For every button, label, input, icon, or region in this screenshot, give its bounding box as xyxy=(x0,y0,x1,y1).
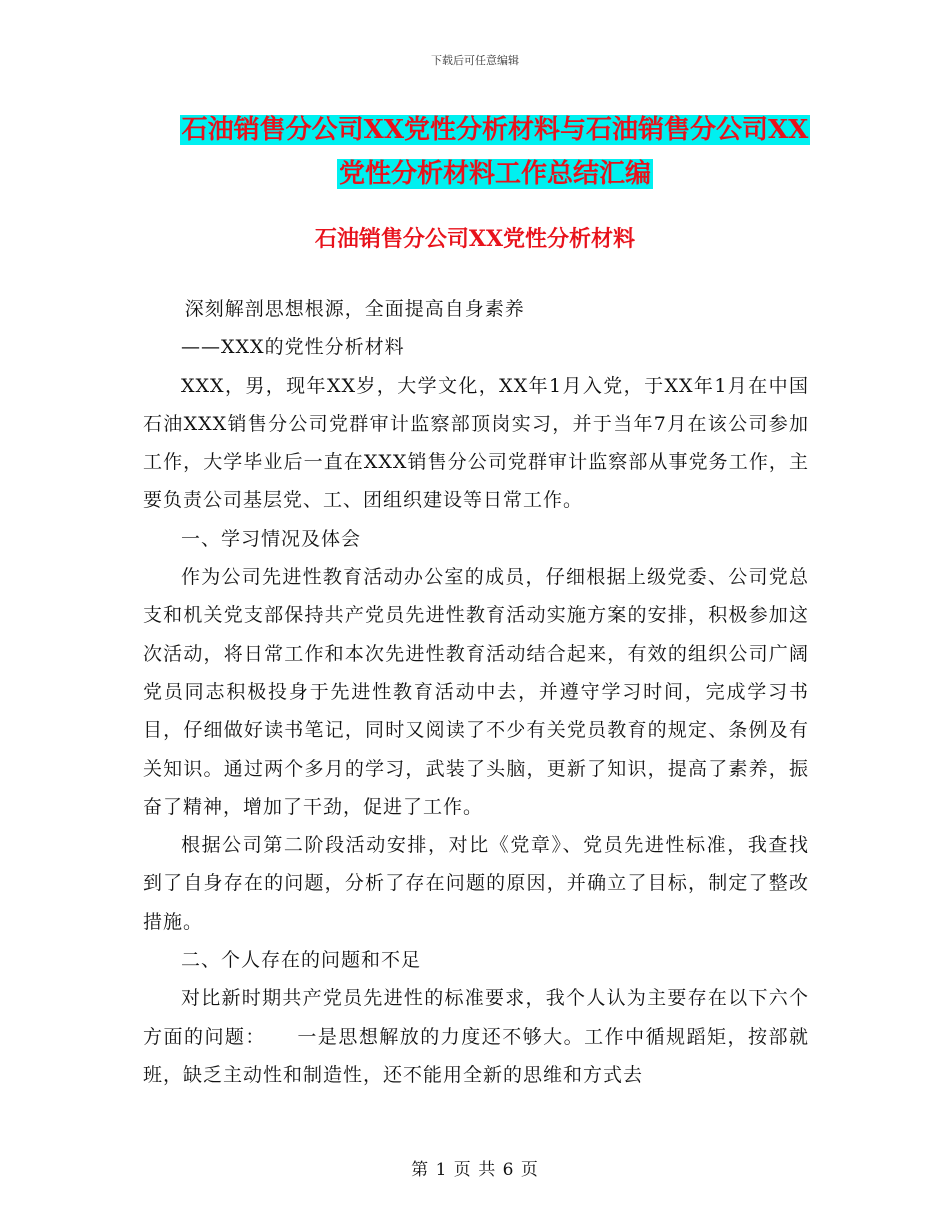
document-body xyxy=(143,290,809,1094)
subtitle-byline: ——XXX的党性分析材料 xyxy=(181,336,405,359)
body-paragraph: 根据公司第二阶段活动安排，对比《党章》、党员先进性标准，我查找到了自身存在的问题，分析了存在问题的原因，并确立了目标，制定了整改措施。 xyxy=(143,834,809,933)
body-paragraph: 对比新时期共产党员先进性的标准要求，我个人认为主要存在以下六个方面的问题： 一是思想解放的力度还不够大。工作中循规蹈矩，按部就班，缺乏主动性和制造性，还不能用全新的思维和方式去 xyxy=(143,987,809,1086)
page-header-note: 下载后可任意编辑 xyxy=(431,54,519,67)
subtitle-paragraph: 深刻解剖思想根源，全面提高自身素养 xyxy=(184,298,525,320)
document-title-line-1: 石油销售分公司XX党性分析材料与石油销售分公司XX xyxy=(181,115,809,145)
heading-paragraph: 二、个人存在的问题和不足 xyxy=(181,949,422,972)
page-footer-number: 第 1 页 共 6 页 xyxy=(411,1160,539,1180)
document-title xyxy=(150,108,840,196)
body-paragraph: XXX，男，现年XX岁，大学文化，XX年1月入党，于XX年1月在中国石油XXX销售分公司党群审计监察部顶岗实习，并于当年7月在该公司参加工作，大学毕业后一直在XXX销售分公司党群审计监察部从事党务工作，主要负责公司基层党、工、团组织建设等日常工作。 xyxy=(143,374,809,512)
body-paragraph: 作为公司先进性教育活动办公室的成员，仔细根据上级党委、公司党总支和机关党支部保持共产党员先进性教育活动实施方案的安排，积极参加这次活动，将日常工作和本次先进性教育活动结合起来，有效的组织公司广阔党员同志积极投身于先进性教育活动中去，并遵守学习时间，完成学习书目，仔细做好读书笔记，同时又阅读了不少有关党员教育的规定、条例及有关知识。通过两个多月的学习，武装了头脑，更新了知识，提高了素养，振奋了精神，增加了干劲，促进了工作。 xyxy=(143,566,809,818)
document-title-line-2: 党性分析材料工作总结汇编 xyxy=(338,159,651,189)
heading-paragraph: 一、学习情况及体会 xyxy=(181,527,362,550)
section-title: 石油销售分公司XX党性分析材料 xyxy=(314,226,636,252)
